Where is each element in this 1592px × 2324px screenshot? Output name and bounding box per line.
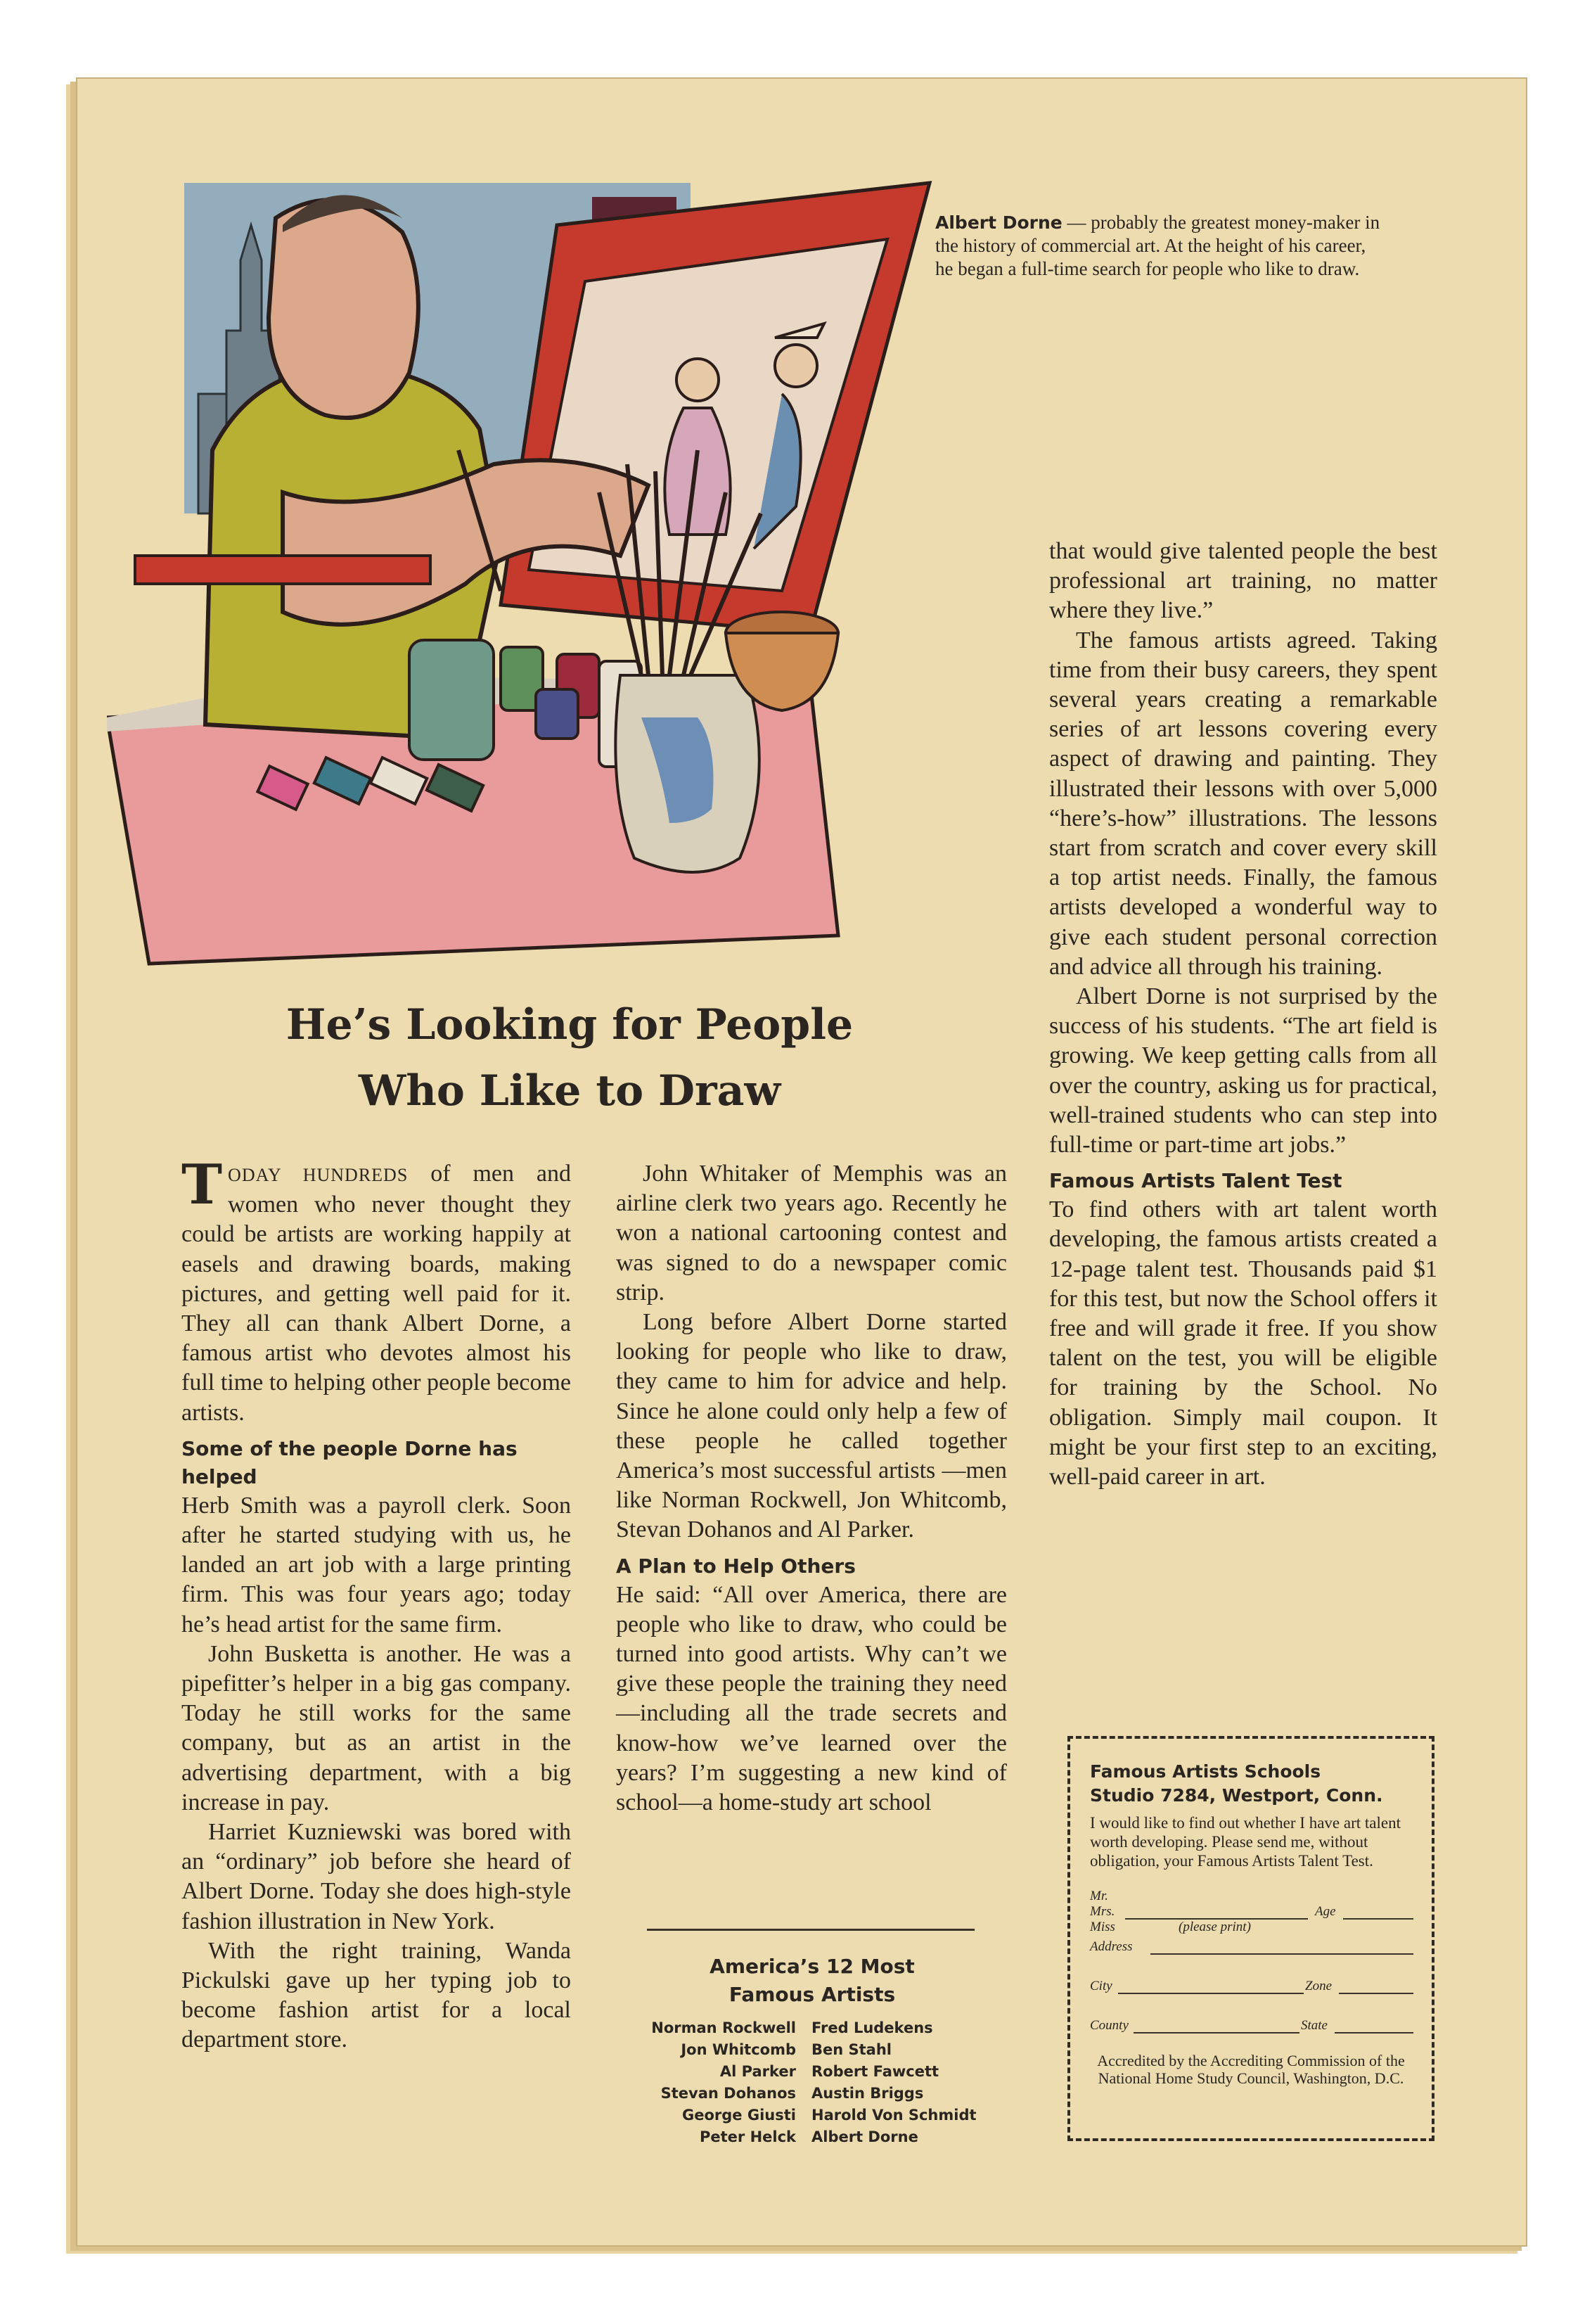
divider xyxy=(647,1929,975,1931)
address-field[interactable] xyxy=(1090,1939,1412,1967)
artist-name: Harold Von Schmidt xyxy=(811,2107,977,2124)
artist-illustration-art xyxy=(107,98,951,978)
artist-name: George Giusti xyxy=(682,2107,796,2124)
artists-title-line-2: Famous Artists xyxy=(728,1983,896,2006)
artist-name: Norman Rockwell xyxy=(651,2019,796,2036)
label-city: City xyxy=(1090,1979,1112,1993)
page-title xyxy=(190,992,949,1124)
article-column-3 xyxy=(1049,537,1437,1492)
artist-name: Al Parker xyxy=(719,2063,796,2080)
paragraph-herb-smith: Herb Smith was a payroll clerk. Soon after he started studying with us, he landed an art job with a large printing firm. This was four years ago; today he’s head artist for the same firm. xyxy=(181,1492,571,1637)
article-column-1 xyxy=(181,1153,572,2055)
illustration-caption xyxy=(935,211,1385,281)
subhead-talent-test: Famous Artists Talent Test xyxy=(1049,1169,1342,1193)
artists-list xyxy=(606,2017,1028,2148)
mail-coupon[interactable] xyxy=(1067,1736,1434,2141)
intro-paragraph xyxy=(181,1153,572,1428)
paragraph-talent-test: To find others with art talent worth developing, the famous artists created a 12-page talent test. Thousands paid $1 for this test, but now the School offers it free and will grade it free. If you show talent on the test, you will be eligible for training by the School. No obligation. Simply mail coupon. It might be your first step to an exciting, well-paid career in art. xyxy=(1049,1196,1437,1490)
label-state: State xyxy=(1301,2018,1328,2033)
caption-name: Albert Dorne xyxy=(935,212,1063,233)
artist-name: Jon Whitcomb xyxy=(681,2041,796,2058)
label-miss: Miss xyxy=(1090,1920,1115,1934)
label-county: County xyxy=(1090,2018,1129,2033)
lead-caps: ODAY HUNDREDS xyxy=(228,1165,409,1185)
county-field[interactable] xyxy=(1090,2018,1412,2046)
accreditation-note: Accredited by the Accrediting Commission of the National Home Study Council, Washington, D.C. xyxy=(1097,2052,1405,2087)
paragraph-john-busketta: John Busketta is another. He was a pipefitter’s helper in a big gas company. Today he still works for the same company, but as an artist in the advertising department, with a big increase in pay. xyxy=(181,1640,571,1815)
paragraph-artists-agreed: The famous artists agreed. Taking time from their busy careers, they spent several years creating a remarkable series of art lessons covering every aspect of drawing and painting. They illustrated their lessons with over 5,000 “here’s-how” illustrations. The lessons start from scratch and cover every skill a top artist needs. Finally, the famous artists developed a wonderful way to give each student personal correction and advice all through his training. xyxy=(1049,627,1437,980)
subhead-people-helped: Some of the people Dorne has helped xyxy=(181,1436,518,1488)
artist-name: Albert Dorne xyxy=(811,2128,918,2145)
name-field[interactable] xyxy=(1090,1889,1412,1935)
caption-text: — probably the greatest money-maker in the history of commercial art. At the height of his career, he began a full-time search for people who like to draw. xyxy=(935,212,1380,279)
coupon-title-line-1: Famous Artists Schools xyxy=(1090,1761,1321,1782)
paragraph-john-whitaker: John Whitaker of Memphis was an airline clerk two years ago. Recently he won a national cartooning contest and was signed to do a newspaper comic strip. xyxy=(616,1161,1007,1305)
artist-name: Peter Helck xyxy=(699,2128,796,2145)
article-column-2 xyxy=(616,1159,1007,1818)
headline-line-2: Who Like to Draw xyxy=(358,1066,781,1116)
artist-name: Stevan Dohanos xyxy=(660,2085,796,2102)
label-mrs: Mrs. xyxy=(1090,1904,1115,1919)
artist-name: Austin Briggs xyxy=(811,2085,924,2102)
paragraph-long-before: Long before Albert Dorne started looking for people who like to draw, they came to him for advice and help. Since he alone could only help a few of these people he called together America’s most successful artists —men like Norman Rockwell, Jon Whitcomb, Stevan Dohanos and Al Parker. xyxy=(616,1309,1007,1543)
city-field[interactable] xyxy=(1090,1979,1412,2007)
artists-list-title xyxy=(626,1953,999,2009)
paragraph-harriet-kuzniewski: Harriet Kuzniewski was bored with an “ordinary” job before she heard of Albert Dorne. Today she does high-style fashion illustration in New York. xyxy=(181,1819,571,1934)
coupon-body: I would like to find out whether I have art talent worth developing. Please send me, without obligation, your Famous Artists Talent Test. xyxy=(1090,1814,1401,1870)
artist-illustration xyxy=(107,98,951,978)
paragraph-not-surprised: Albert Dorne is not surprised by the success of his students. “The art field is growing. We keep getting calls from all over the country, asking us for practical, well-trained students who can step into full-time or part-time art jobs.” xyxy=(1049,983,1437,1158)
label-address: Address xyxy=(1090,1939,1133,1954)
artists-title-line-1: America’s 12 Most xyxy=(710,1955,915,1978)
subhead-plan: A Plan to Help Others xyxy=(616,1554,856,1578)
headline-line-1: He’s Looking for People xyxy=(285,1000,854,1049)
intro-text: of men and women who never thought they could be artists are working happily at easels and drawing boards, making pictures, and getting well paid for it. They all can thank Albert Dorne, a famous artist who devotes almost his full time to helping other people become artists. xyxy=(181,1161,572,1426)
artist-name: Fred Ludekens xyxy=(811,2019,933,2036)
coupon-title-line-2: Studio 7284, Westport, Conn. xyxy=(1090,1785,1383,1806)
paragraph-wanda-pickulski: With the right training, Wanda Pickulski gave up her typing job to become fashion artist for a local department store. xyxy=(181,1937,571,2053)
artist-name: Robert Fawcett xyxy=(811,2063,939,2080)
drop-cap: T xyxy=(181,1153,223,1217)
label-mr: Mr. xyxy=(1090,1889,1108,1903)
label-zone: Zone xyxy=(1305,1979,1332,1993)
artist-name: Ben Stahl xyxy=(811,2041,892,2058)
paragraph-continued: that would give talented people the best professional art training, no matter where they live.” xyxy=(1049,538,1437,624)
label-age: Age xyxy=(1315,1904,1336,1919)
paragraph-he-said: He said: “All over America, there are people who like to draw, who could be turned into good artists. Why can’t we give these people the training they need—including all the trade secrets and know-how we’ve learned over the years? I’m suggesting a new kind of school—a home-study art school xyxy=(616,1581,1007,1816)
label-please-print: (please print) xyxy=(1179,1920,1251,1934)
